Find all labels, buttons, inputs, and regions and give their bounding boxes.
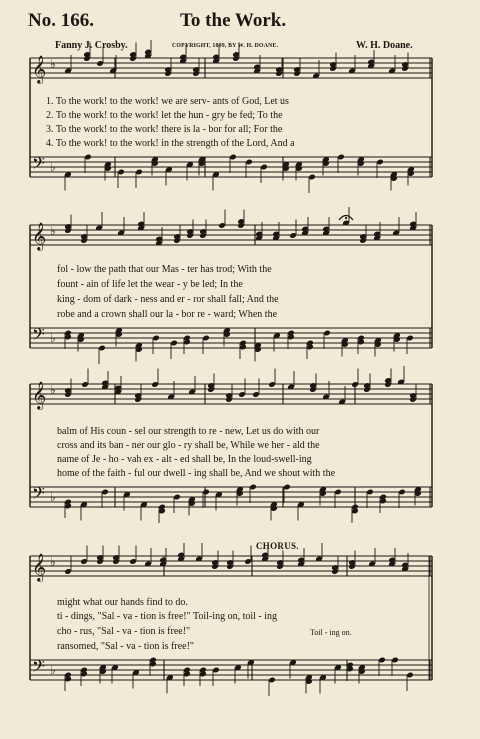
hymn-title: To the Work.	[180, 10, 287, 31]
lyric-line: balm of His coun - sel our strength to re - new, Let us do with our	[57, 426, 320, 437]
hymn-number: No. 166.	[28, 10, 94, 31]
flat-icon: ♭	[50, 57, 56, 71]
lyric-line: king - dom of dark - ness and er - ror shall fall; And the	[57, 294, 279, 305]
lyric-line: 4. To the work! to the work! in the strength of the Lord, And a	[46, 138, 295, 149]
lyric-line: ti - dings, "Sal - va - tion is free!" Toil-ing on, toil - ing	[57, 611, 278, 622]
lyric-line: fol - low the path that our Mas - ter has trod; With the	[57, 264, 272, 275]
lyric-line: home of the faith - ful our dwell - ing shall be, And we shout with the	[57, 468, 336, 479]
lyric-toiling-on: Toil - ing on.	[310, 628, 352, 637]
lyric-line: 1. To the work! to the work! we are serv- ants of God, Let us	[46, 96, 289, 107]
treble-clef-icon: 𝄞	[32, 381, 47, 409]
treble-clef-icon: 𝄞	[32, 553, 47, 581]
flat-icon: ♭	[50, 224, 56, 238]
lyric-line: 2. To the work! to the work! let the hun - gry be fed; To the	[46, 110, 283, 121]
bass-clef-icon: 𝄢	[32, 153, 45, 177]
bass-clef-icon: 𝄢	[32, 324, 45, 348]
lyric-line: robe and a crown shall our la - bor re - ward; When the	[57, 309, 278, 320]
lyric-line: cho - rus, "Sal - va - tion is free!"	[57, 626, 191, 637]
composer-credit: W. H. Doane.	[356, 40, 413, 51]
treble-clef-icon: 𝄞	[32, 55, 47, 83]
bass-clef-icon: 𝄢	[32, 656, 45, 680]
flat-icon: ♭	[50, 383, 56, 397]
lyric-line: ransomed, "Sal - va - tion is free!"	[57, 641, 195, 652]
lyric-line: name of Je - ho - vah ex - alt - ed shall be, In the loud-swell-ing	[57, 454, 312, 465]
copyright-notice: COPYRIGHT, 1899, BY W. H. DOANE.	[172, 43, 279, 49]
flat-icon: ♭	[50, 160, 56, 174]
flat-icon: ♭	[50, 331, 56, 345]
flat-icon: ♭	[50, 555, 56, 569]
bass-clef-icon: 𝄢	[32, 483, 45, 507]
flat-icon: ♭	[50, 490, 56, 504]
lyric-line: might what our hands find to do.	[57, 597, 188, 608]
chorus-label: CHORUS.	[256, 541, 299, 551]
lyric-line: cross and its ban - ner our glo - ry shall be, While we her - ald the	[57, 440, 320, 451]
treble-clef-icon: 𝄞	[32, 222, 47, 250]
lyric-line: 3. To the work! to the work! there is la - bor for all; For the	[46, 124, 283, 135]
lyric-line: fount - ain of life let the wear - y be led; In the	[57, 279, 243, 290]
fermata-icon	[345, 217, 347, 219]
author-credit: Fanny J. Crosby.	[55, 40, 128, 51]
flat-icon: ♭	[50, 663, 56, 677]
